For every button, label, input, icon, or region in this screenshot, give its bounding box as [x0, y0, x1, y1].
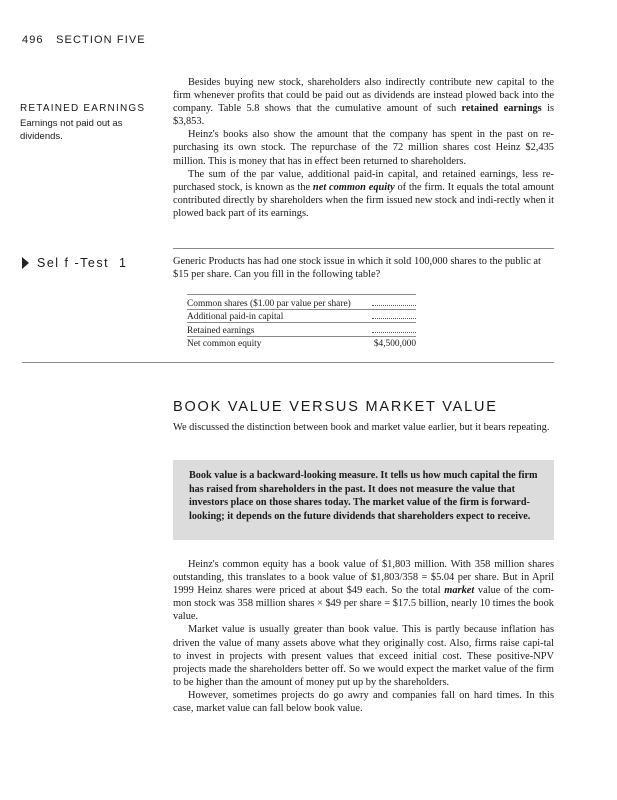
paragraph: Heinz's common equity has a book value of $1,803 million. With 358 million shares outstanding, this translates to a book value of $1,803/358 = $5.04 per share. But in April 1999 Heinz shares were priced at about $49 each. So the total market value of the com-mon stock was 358 million shares × $49 per share = $17.5 billion, nearly 10 times the book value. — [173, 559, 555, 623]
page-header — [22, 34, 146, 46]
fill-in-blank — [372, 305, 416, 306]
divider — [22, 362, 554, 363]
paragraph: The sum of the par value, additional paid-in capital, and retained earnings, less re-purchased stock, is known as the net common equity of the firm. It equals the total amount contributed directly by shareholders when the firm issued new stock and indi-rectly when it plowed back part of its earnings. — [173, 168, 555, 219]
paragraph: However, sometimes projects do go awry and companies fall on hard times. In this case, market value can fall below book value. — [173, 689, 554, 715]
section-intro: We discussed the distinction between book and market value earlier, but it bears repeating. — [173, 422, 550, 433]
table-row: Retained earnings — [187, 323, 416, 337]
table-top-rule — [187, 294, 416, 295]
margin-note-text: Earnings not paid out as dividends. — [20, 118, 123, 142]
margin-note-title: RETAINED EARNINGS — [20, 103, 146, 114]
page-number: 496 — [22, 34, 44, 46]
retained-earnings-term: retained earnings — [461, 103, 542, 115]
net-common-equity-value: $4,500,000 — [373, 339, 416, 350]
section-heading: BOOK VALUE VERSUS MARKET VALUE — [173, 399, 498, 415]
self-test-label: Sel f -Test 1 — [22, 256, 127, 270]
equity-table — [187, 296, 416, 349]
triangle-marker-icon — [22, 257, 29, 269]
table-row: Additional paid-in capital — [187, 310, 416, 324]
market-term: market — [444, 585, 475, 597]
section-label: SECTION FIVE — [56, 34, 146, 46]
net-common-equity-term: net common equity — [312, 181, 395, 193]
book-value-text — [173, 558, 554, 715]
key-point-callout: Book value is a backward-looking measure. It tells us how much capital the firm has raised from shareholders in the past. It does not measure the value that investors place on those shares today. The market value of the firm is forward-looking; it depends on the future dividends that shareholders expect to receive. — [173, 460, 554, 540]
paragraph: Market value is usually greater than book value. This is partly because inflation has driven the value of many assets above what they originally cost. Also, firms raise capi-tal to invest in projects with present values that exceed initial cost. These positive-NPV projects made the shareholders better off. So we would expect the market value of the firm to be higher than the amount of money put up by the shareholders. — [173, 624, 554, 688]
table-row: Common shares ($1.00 par value per share) — [187, 296, 416, 310]
fill-in-blank — [372, 332, 416, 333]
retained-earnings-text — [173, 76, 554, 220]
fill-in-blank — [372, 318, 416, 319]
divider — [173, 248, 554, 249]
self-test-question: Generic Products has had one stock issue in which it sold 100,000 shares to the public at $15 per share. Can you fill in the following table? — [173, 256, 541, 281]
paragraph: Heinz's books also show the amount that the company has spent in the past on re-purchasing its own stock. The repurchase of the 72 million shares cost Heinz $2,435 million. This is money that has in effect been returned to shareholders. — [173, 129, 554, 167]
paragraph: Besides buying new stock, shareholders also indirectly contribute new capital to the firm whenever profits that could be paid out as dividends are instead plowed back into the company. Table 5.8 shows that the cumulative amount of such retained earnings is $3,853. — [173, 77, 554, 128]
table-row: Net common equity $4,500,000 — [187, 339, 416, 350]
